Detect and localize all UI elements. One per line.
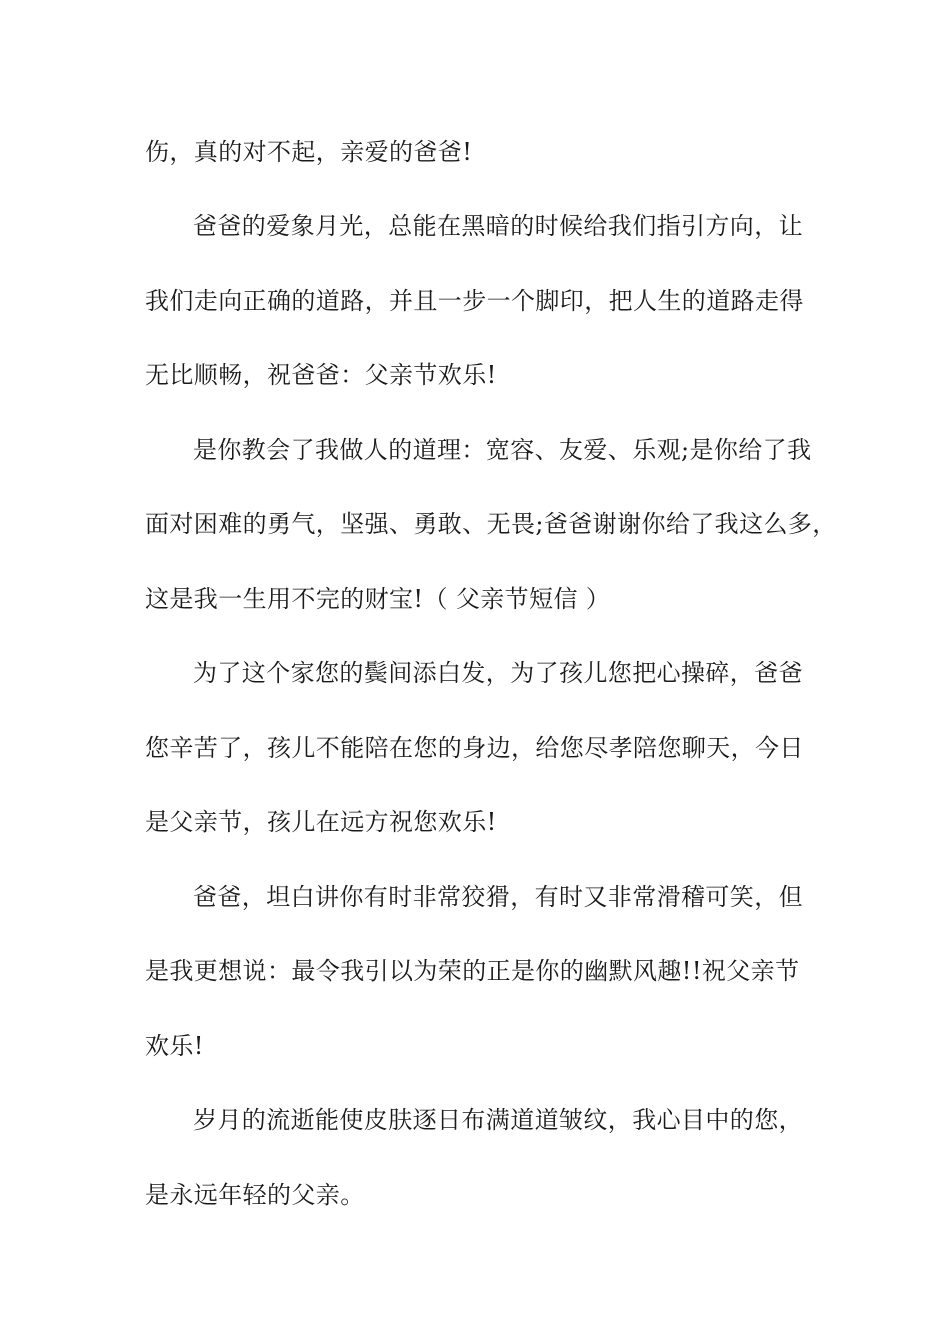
paragraph-start-line: 为了这个家您的鬓间添白发，为了孩儿您把心操碎，爸爸 — [193, 659, 803, 687]
text-line: 无比顺畅，祝爸爸：父亲节欢乐! — [145, 361, 497, 389]
text-line: 是父亲节，孩儿在远方祝您欢乐! — [145, 808, 497, 836]
text-line: 您辛苦了，孩儿不能陪在您的身边，给您尽孝陪您聊天，今日 — [145, 734, 804, 762]
paragraph-start-line: 爸爸，坦白讲你有时非常狡猾，有时又非常滑稽可笑，但 — [193, 883, 803, 911]
text-line: 这是我一生用不完的财宝!（ 父亲节短信 ） — [145, 585, 611, 613]
text-line: 欢乐! — [145, 1032, 204, 1060]
text-line: 是我更想说：最令我引以为荣的正是你的幽默风趣!!祝父亲节 — [145, 957, 800, 985]
paragraph-start-line: 岁月的流逝能使皮肤逐日布满道道皱纹，我心目中的您， — [193, 1106, 803, 1134]
text-line: 伤，真的对不起，亲爱的爸爸! — [145, 138, 473, 166]
paragraph-start-line: 是你教会了我做人的道理：宽容、友爱、乐观;是你给了我 — [193, 436, 812, 464]
paragraph-start-line: 爸爸的爱象月光，总能在黑暗的时候给我们指引方向，让 — [193, 212, 803, 240]
text-line: 面对困难的勇气，坚强、勇敢、无畏;爸爸谢谢你给了我这么多， — [145, 510, 837, 538]
text-line: 是永远年轻的父亲。 — [145, 1181, 365, 1209]
text-line: 我们走向正确的道路，并且一步一个脚印，把人生的道路走得 — [145, 287, 804, 315]
